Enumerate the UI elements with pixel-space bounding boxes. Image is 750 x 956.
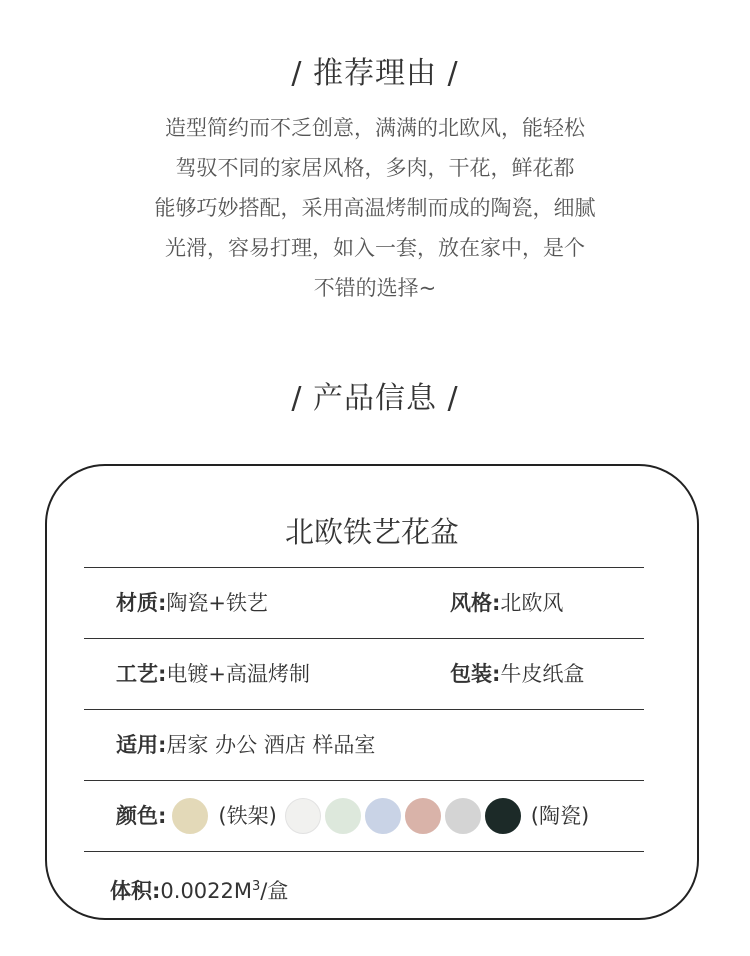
ceramic-color-swatch-dark-green	[485, 798, 521, 834]
reason-line: 光滑，容易打理，如入一套，放在家中，是个	[165, 236, 585, 260]
volume-unit: /盒	[260, 879, 289, 903]
ceramic-label: (陶瓷)	[530, 804, 590, 828]
reason-line: 造型简约而不乏创意，满满的北欧风，能轻松	[165, 116, 585, 140]
style-value: 北欧风	[500, 591, 564, 615]
reason-line: 能够巧妙搭配，采用高温烤制而成的陶瓷，细腻	[154, 196, 596, 220]
iron-color-swatch	[172, 798, 208, 834]
material-field	[116, 568, 268, 638]
volume-value: 0.0022M	[160, 879, 253, 903]
style-label: 风格:	[450, 591, 501, 615]
volume-label: 体积:	[110, 879, 161, 903]
color-field	[116, 781, 597, 851]
reason-line: 不错的选择~	[313, 276, 437, 300]
info-row-material-style	[84, 568, 644, 638]
info-row-volume	[84, 852, 644, 922]
ceramic-color-swatch-blue-marble	[365, 798, 401, 834]
style-field	[450, 568, 563, 638]
color-label: 颜色:	[116, 804, 167, 828]
usage-value: 居家 办公 酒店 样品室	[166, 733, 376, 757]
craft-label: 工艺:	[116, 662, 167, 686]
ceramic-color-swatch-green-marble	[325, 798, 361, 834]
craft-value: 电镀+高温烤制	[166, 662, 311, 686]
iron-label: (铁架)	[218, 804, 277, 828]
recommend-reason-title: / 推荐理由 /	[291, 56, 459, 91]
ceramic-color-swatch-white	[285, 798, 321, 834]
material-value: 陶瓷+铁艺	[166, 591, 269, 615]
ceramic-color-swatch-pink-marble	[405, 798, 441, 834]
craft-field	[116, 639, 310, 709]
usage-label: 适用:	[116, 733, 167, 757]
product-info-card	[45, 464, 699, 920]
product-info-title: / 产品信息 /	[291, 381, 459, 416]
volume-superscript: 3	[252, 879, 261, 894]
usage-field	[116, 710, 375, 780]
product-name: 北欧铁艺花盆	[284, 515, 459, 549]
packaging-field	[450, 639, 584, 709]
info-row-usage	[84, 710, 644, 780]
info-row-color	[84, 781, 644, 851]
ceramic-color-swatch-grey-marble	[445, 798, 481, 834]
packaging-label: 包装:	[450, 662, 501, 686]
reason-line: 驾驭不同的家居风格，多肉，干花，鲜花都	[175, 156, 575, 180]
volume-field	[110, 852, 288, 922]
info-row-craft-packaging	[84, 639, 644, 709]
material-label: 材质:	[116, 591, 167, 615]
packaging-value: 牛皮纸盒	[500, 662, 585, 686]
recommend-reason-text	[0, 108, 750, 308]
